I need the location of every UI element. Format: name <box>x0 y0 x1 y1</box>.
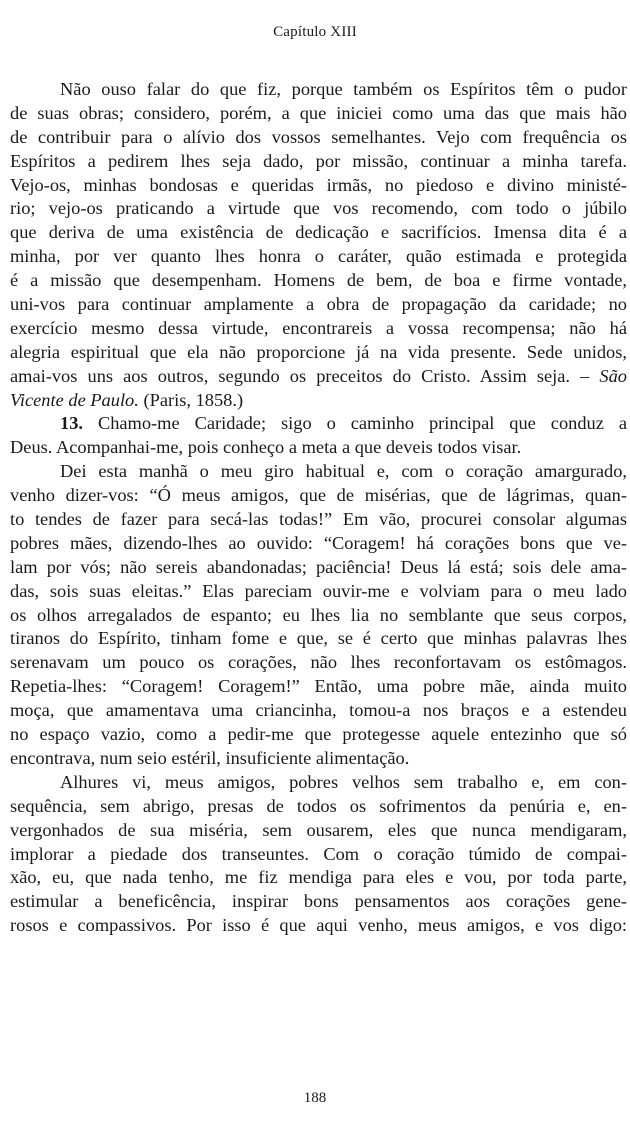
text-line: de contribuir para o alívio dos vossos semelhantes. Vejo com frequência os <box>10 126 627 147</box>
text-line: das, sois suas eleitas.” Elas pareciam ouvir-me e volviam para o meu lado <box>10 580 627 601</box>
text-line: 13. Chamo-me Caridade; sigo o caminho principal que conduz a <box>60 413 627 434</box>
text-line: Alhures vi, meus amigos, pobres velhos sem trabalho e, em con- <box>60 771 627 792</box>
text-line: os olhos arregalados de espanto; eu lhes lia no semblante que seus corpos, <box>10 604 627 625</box>
text-line: rio; vejo-os praticando a virtude que vos recomendo, com todo o júbilo <box>10 198 627 219</box>
signature-name: Vicente de Paulo. <box>10 389 139 410</box>
text-line: tiranos do Espírito, tinham fome e que, se é certo que minhas palavras lhes <box>10 628 627 649</box>
text-line: Deus. Acompanhai-me, pois conheço a meta a que deveis todos visar. <box>10 437 522 458</box>
text-line: lam por vós; não sereis abandonadas; paciência! Deus lá está; sois dele ama- <box>10 556 627 577</box>
text-line: Dei esta manhã o meu giro habitual e, com o coração amargurado, <box>60 461 627 482</box>
text-line: sequência, sem abrigo, presas de todos os sofrimentos da penúria e, en- <box>10 795 627 816</box>
text-line: venho dizer-vos: “Ó meus amigos, que de misérias, que de lágrimas, quan- <box>10 485 627 506</box>
text-line: alegria espiritual que ela não proporcione já na vida presente. Sede unidos, <box>10 341 627 362</box>
text-line: pobres mães, dizendo-lhes ao ouvido: “Coragem! há corações bons que ve- <box>10 532 627 553</box>
text-line: minha, por ver quanto lhes honra o caráter, quão estimada e protegida <box>10 246 627 267</box>
text-line: vergonhados de sua miséria, sem ousarem, eles que nunca mendigaram, <box>10 819 627 840</box>
text-line: Repetia-lhes: “Coragem! Coragem!” Então, uma pobre mãe, ainda muito <box>10 676 627 697</box>
text-line: estimular a beneficência, inspirar bons pensamentos aos corações gene- <box>10 891 627 912</box>
text-line: to tendes de fazer para secá-las todas!” Em vão, procurei consolar algumas <box>10 509 627 530</box>
text-line: encontrava, num seio estéril, insuficiente alimentação. <box>10 747 410 768</box>
text-line: uni-vos para continuar amplamente a obra de propagação da caridade; no <box>10 294 627 315</box>
text-line: implorar a piedade dos transeuntes. Com o coração túmido de compai- <box>10 843 627 864</box>
running-head: Capítulo XIII <box>273 24 357 40</box>
text-line: Vejo-os, minhas bondosas e queridas irmãs, no piedoso e divino ministé- <box>10 174 627 195</box>
text-line: amai-vos uns aos outros, segundo os preceitos do Cristo. Assim seja. – São <box>10 365 627 386</box>
text-line: rosos e compassivos. Por isso é que aqui venho, meus amigos, e vos digo: <box>10 915 627 936</box>
text-line: que deriva de uma existência de dedicação e sacrifícios. Imensa dita é a <box>10 222 627 243</box>
signature-first-name: São <box>599 365 627 386</box>
text-line <box>10 389 627 413</box>
text-line: no espaço vazio, como a pedir-me que protegesse aquele entezinho que só <box>10 724 627 745</box>
text-line: xão, eu, que nada tenho, me fiz mendiga para eles e vou, por toda parte, <box>10 867 627 888</box>
text-line: exercício mesmo dessa virtude, encontrareis a vossa recompensa; não há <box>10 317 627 338</box>
item-number: 13. <box>60 413 83 434</box>
signature-place-date: (Paris, 1858.) <box>143 389 244 410</box>
page-number: 188 <box>303 1090 327 1106</box>
text-line: moça, que amamentava uma criancinha, tomou-a nos braços e a estendeu <box>10 700 627 721</box>
text-line: de suas obras; considero, porém, a que iniciei como uma das que mais hão <box>10 102 627 123</box>
body-text <box>10 78 627 938</box>
text-line: serenavam um pouco os corações, não lhes reconfortavam os estômagos. <box>10 652 627 673</box>
text-line: Espíritos a pedirem lhes seja dado, por missão, continuar a minha tarefa. <box>10 150 627 171</box>
text-line: é a missão que desempenham. Homens de bem, de boa e firme vontade, <box>10 270 627 291</box>
text-line: Não ouso falar do que fiz, porque também os Espíritos têm o pudor <box>60 79 627 99</box>
